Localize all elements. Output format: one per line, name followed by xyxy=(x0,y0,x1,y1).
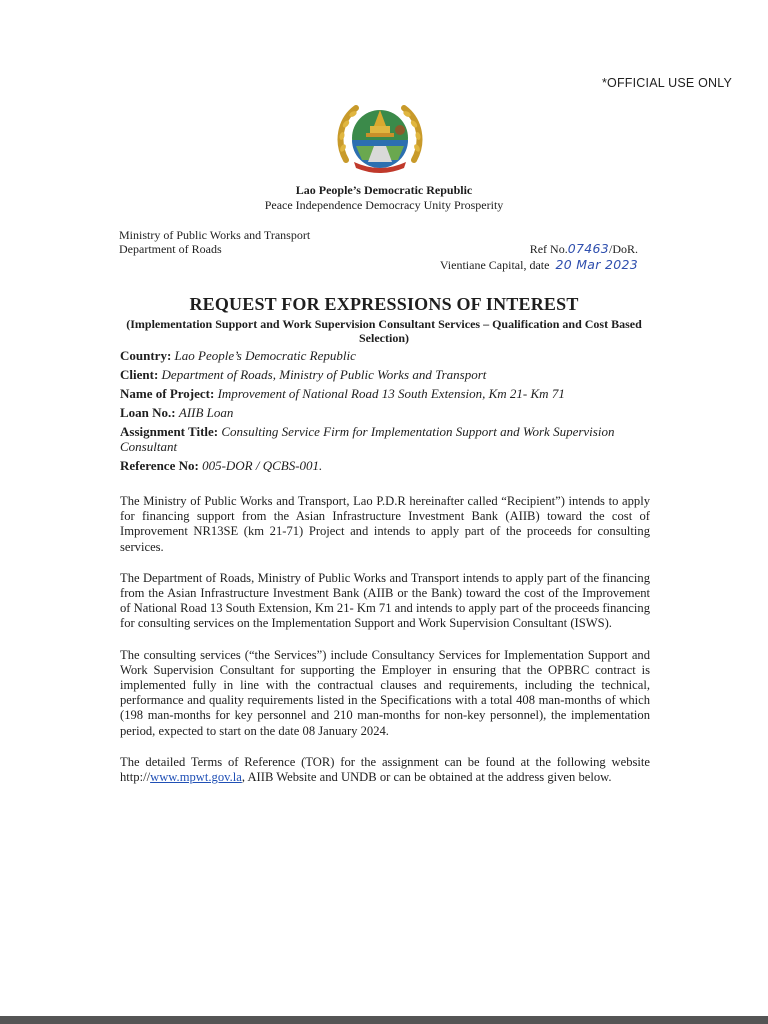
country-name: Lao People’s Democratic Republic xyxy=(295,183,473,197)
department-name: Department of Roads xyxy=(119,242,222,256)
document-body xyxy=(120,494,650,801)
field-label: Name of Project: xyxy=(120,386,215,401)
field-label: Assignment Title: xyxy=(120,424,219,439)
field-label: Client: xyxy=(120,367,159,382)
date-prefix: Vientiane Capital, date xyxy=(439,258,550,272)
ref-suffix: /DoR. xyxy=(608,242,638,256)
field-value: Consulting Service Firm for Implementation Support and Work Supervision Consultant xyxy=(120,424,615,454)
field-project-name xyxy=(120,386,650,401)
lao-national-emblem-icon xyxy=(334,100,426,174)
national-motto: Peace Independence Democracy Unity Prosperity xyxy=(264,198,504,212)
field-label: Country: xyxy=(120,348,172,363)
field-assignment-title xyxy=(120,424,650,454)
field-value: Lao People’s Democratic Republic xyxy=(174,348,356,363)
official-use-label: *OFFICIAL USE ONLY xyxy=(601,76,732,90)
field-value: Department of Roads, Ministry of Public Works and Transport xyxy=(161,367,487,382)
field-country xyxy=(120,348,650,363)
document-subtitle: (Implementation Support and Work Supervision Consultant Services – Qualification and Cost Based Selection) xyxy=(126,317,642,345)
reference-number-line xyxy=(440,241,638,257)
mpwt-website-link[interactable]: www.mpwt.gov.la xyxy=(150,770,242,785)
date-handwritten: 20 Mar 2023 xyxy=(555,257,638,272)
ref-number-handwritten: 07463 xyxy=(567,241,609,256)
field-value: AIIB Loan xyxy=(178,405,234,420)
field-label: Loan No.: xyxy=(120,405,176,420)
tor-text-before-link: The detailed Terms of Reference (TOR) for the assignment can be found at the following website http:// xyxy=(120,754,650,785)
ministry-name: Ministry of Public Works and Transport xyxy=(119,228,311,242)
sender-block xyxy=(119,228,310,256)
country-heading xyxy=(0,183,768,213)
paragraph-recipient: The Ministry of Public Works and Transport, Lao P.D.R hereinafter called “Recipient”) intends to apply for financing support from the Asian Infrastructure Investment Bank (AIIB) toward the cost of Improvement NR13SE (km 21-71) Project and intends to apply part of the proceeds for consulting services. xyxy=(120,494,650,554)
project-details xyxy=(120,348,650,477)
date-line xyxy=(440,257,638,273)
field-loan-no xyxy=(120,405,650,420)
field-client xyxy=(120,367,650,382)
paragraph-financing: The Department of Roads, Ministry of Public Works and Transport intends to apply part of the financing from the Asian Infrastructure Investment Bank (AIIB or the Bank) toward the cost of the Improvement of National Road 13 South Extension, Km 21- Km 71 and intends to apply part of the proceeds financing for consulting services on the Implementation Support and Work Supervision Consultant (ISWS). xyxy=(120,570,650,631)
ref-prefix: Ref No. xyxy=(529,242,568,256)
paragraph-services: The consulting services (“the Services”) include Consultancy Services for Implementation Support and Work Supervision Consultant for supporting the Employer in ensuring that the OPBRC contract is implemented fully in line with the contractual clauses and requirements, including the technical, performance and quality requirements listed in the Specifications with a total 408 man-months of which (198 man-months for key personnel and 210 man-months for non-key personnel), the implementation period, expected to start on the date 08 January 2024. xyxy=(120,647,650,738)
field-label: Reference No: xyxy=(120,458,199,473)
paragraph-tor xyxy=(120,755,650,785)
field-value: 005-DOR / QCBS-001. xyxy=(202,458,323,473)
tor-text-after-link: , AIIB Website and UNDB or can be obtained at the address given below. xyxy=(241,770,612,785)
reference-block xyxy=(440,241,638,273)
page-bottom-edge xyxy=(0,1016,768,1024)
field-value: Improvement of National Road 13 South Extension, Km 21- Km 71 xyxy=(217,386,565,401)
document-title: REQUEST FOR EXPRESSIONS OF INTEREST xyxy=(189,294,579,314)
field-reference-no xyxy=(120,458,650,473)
